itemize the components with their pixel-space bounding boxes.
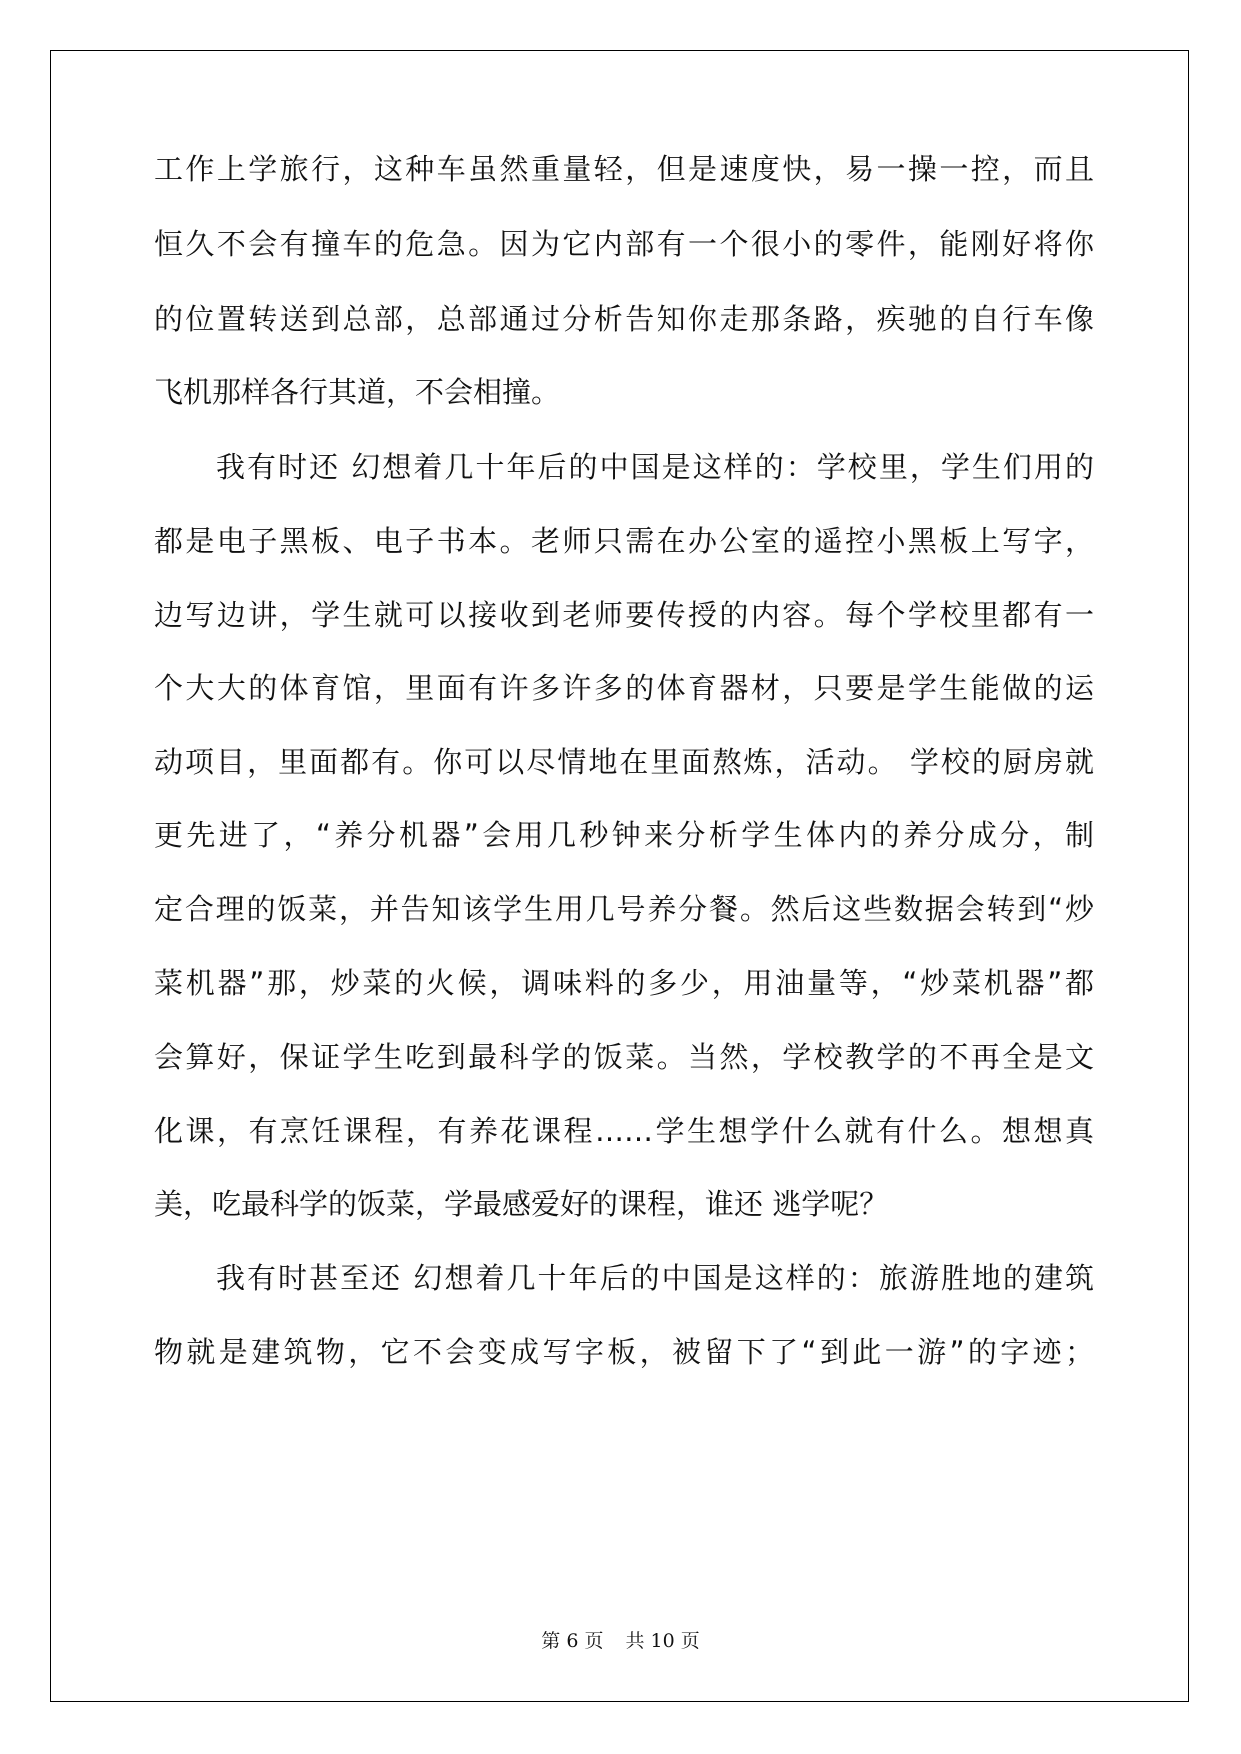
- text-line: 会算好，保证学生吃到最科学的饭菜。当然，学校教学的不再全是文: [154, 1040, 1094, 1074]
- text-line: 飞机那样各行其道，不会相撞。: [154, 375, 561, 409]
- text-line: 我有时还 幻想着几十年后的中国是这样的：学校里，学生们用的: [216, 450, 1094, 484]
- text-line: 动项目，里面都有。你可以尽情地在里面熬炼，活动。 学校的厨房就: [154, 745, 1094, 779]
- page-frame: [50, 50, 1189, 1702]
- text-line: 都是电子黑板、电子书本。老师只需在办公室的遥控小黑板上写字，: [154, 524, 1094, 558]
- page-total: 共 10 页: [625, 1630, 700, 1652]
- text-line: 边写边讲，学生就可以接收到老师要传授的内容。每个学校里都有一: [154, 598, 1094, 632]
- text-line: 我有时甚至还 幻想着几十年后的中国是这样的：旅游胜地的建筑: [216, 1261, 1094, 1295]
- text-line: 物就是建筑物，它不会变成写字板，被留下了“到此一游”的字迹；: [154, 1335, 1094, 1369]
- text-line: 化课，有烹饪课程，有养花课程……学生想学什么就有什么。想想真: [154, 1114, 1094, 1148]
- text-line: 美，吃最科学的饭菜，学最感爱好的课程，谁还 逃学呢？: [154, 1187, 889, 1221]
- text-line: 定合理的饭菜，并告知该学生用几号养分餐。然后这些数据会转到“炒: [154, 892, 1094, 926]
- text-line: 恒久不会有撞车的危急。因为它内部有一个很小的零件，能刚好将你: [154, 227, 1094, 261]
- text-line: 的位置转送到总部，总部通过分析告知你走那条路，疾驰的自行车像: [154, 302, 1094, 336]
- text-line: 个大大的体育馆，里面有许多许多的体育器材，只要是学生能做的运: [154, 671, 1094, 705]
- text-line: 更先进了，“养分机器”会用几秒钟来分析学生体内的养分成分，制: [154, 818, 1094, 852]
- page-footer: [51, 1626, 1190, 1653]
- text-line: 菜机器”那，炒菜的火候，调味料的多少，用油量等，“炒菜机器”都: [154, 966, 1094, 1000]
- page-number: 第 6 页: [541, 1630, 604, 1652]
- text-line: 工作上学旅行，这种车虽然重量轻，但是速度快，易一操一控，而且: [154, 152, 1094, 186]
